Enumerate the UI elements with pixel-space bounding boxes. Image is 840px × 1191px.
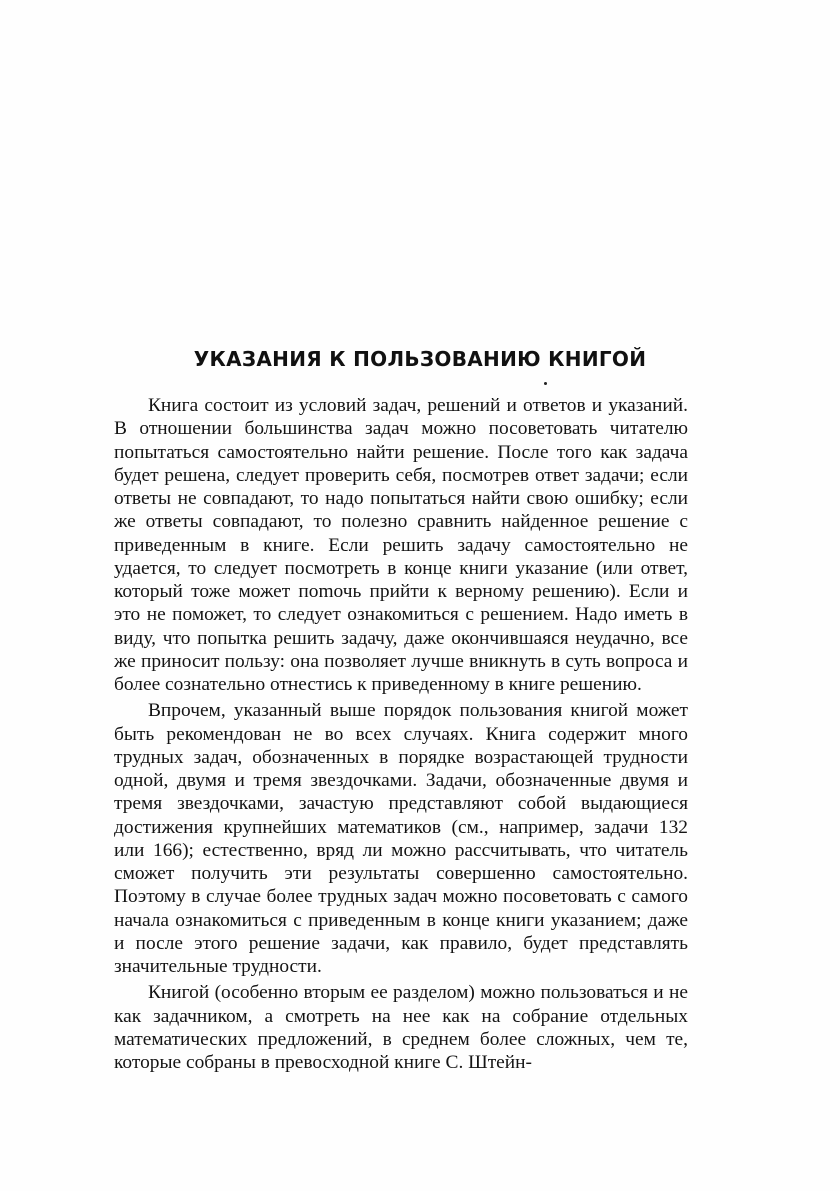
page-title: УКАЗАНИЯ К ПОЛЬЗОВАНИЮ КНИГОЙ	[193, 347, 647, 371]
body-text	[114, 394, 688, 1077]
paragraph-3: Книгой (особенно вторым ее разделом) можно пользоваться и не как задачником, а смотреть на нее как на собрание отдельных математических предложений, в среднем более сложных, чем те, которые собраны в превосходной книге С. Штейн-	[114, 982, 688, 1073]
paragraph-1: Книга состоит из условий задач, решений и ответов и указаний. В отношении большинства задач можно посоветовать читателю попытаться самостоятельно найти решение. После того как задача будет решена, следует проверить себя, посмотрев ответ задачи; если ответы не совпадают, то надо попытаться найти свою ошибку; если же ответы совпадают, то полезно сравнить найденное решение с приведенным в книге. Если решить задачу самостоятельно не удается, то следует посмотреть в конце книги указание (или ответ, который тоже может поmочь прийти к верному решению). Если и это не поможет, то следует ознакомиться с решением. Надо иметь в виду, что попытка решить задачу, даже окончившаяся неудачно, все же приносит пользу: она позволяет лучше вникнуть в суть вопроса и более сознательно отнестись к приведенному в книге решению.	[114, 395, 688, 695]
print-speck	[544, 382, 547, 385]
paragraph-2: Впрочем, указанный выше порядок пользования книгой может быть рекомендован не во всех случаях. Книга содержит много трудных задач, обозначенных в порядке возрастающей трудности одной, двумя и тремя звездочками. Задачи, обозначенные двумя и тремя звездочками, зачастую представляют собой выдающиеся достижения крупнейших математиков (см., например, задачи 132 или 166); естественно, вряд ли можно рассчитывать, что читатель сможет получить эти результаты совершенно самостоятельно. Поэтому в случае более трудных задач можно посоветовать с самого начала ознакомиться с приведенным в конце книги указанием; даже и после этого решение задачи, как правило, будет представлять значительные трудности.	[114, 700, 688, 977]
